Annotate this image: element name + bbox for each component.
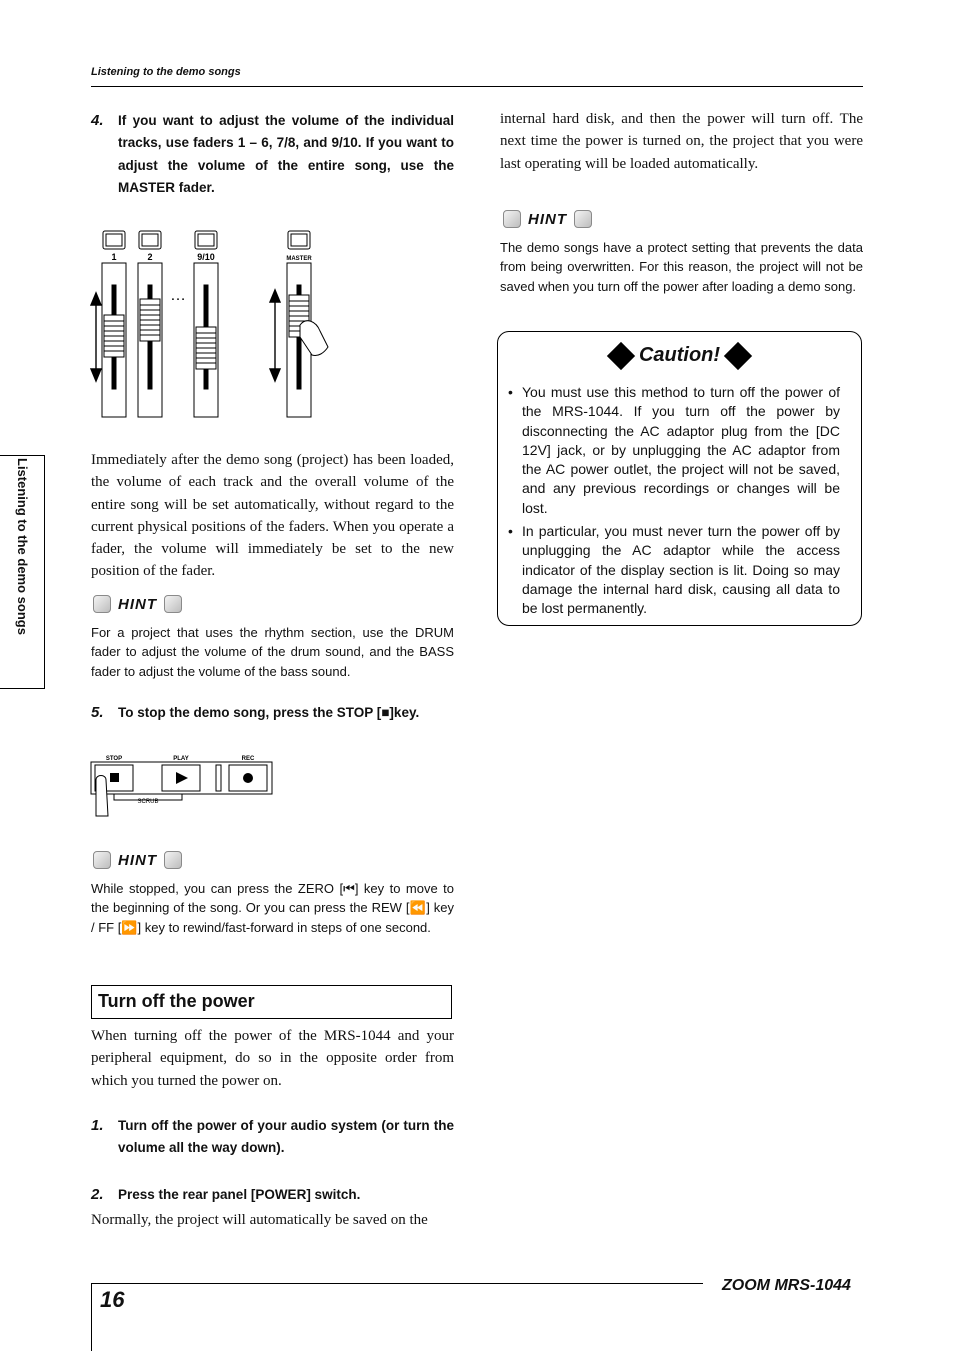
- hint-square-icon: [164, 851, 182, 869]
- caution-box: [497, 331, 862, 626]
- stop-label: STOP: [105, 756, 123, 762]
- step-1-number: 1.: [91, 1117, 104, 1134]
- step-5-text: To stop the demo song, press the STOP [■]key.: [118, 705, 420, 720]
- diamond-icon: [607, 341, 635, 369]
- hint-square-icon: [164, 595, 182, 613]
- fader-label-master: MASTER: [286, 256, 312, 262]
- caution-heading: [498, 344, 861, 367]
- transport-illustration: [88, 752, 278, 824]
- running-header: Listening to the demo songs: [91, 66, 241, 78]
- hint-square-icon: [93, 851, 111, 869]
- caution-item-1-text: You must use this method to turn off the power of the MRS-1044. If you turn off the power by disconnecting the AC adaptor plug from the [DC 12V] jack, or by unplugging the AC adaptor from the AC power outlet, the project will not be saved, and any previous recordings or changes will be lost.: [522, 384, 840, 516]
- side-tab-label: Listening to the demo songs: [15, 458, 30, 635]
- step-2-text: Press the rear panel [POWER] switch.: [118, 1187, 361, 1202]
- diamond-icon: [724, 341, 752, 369]
- header-rule: [91, 86, 863, 87]
- section-heading-box: [91, 985, 452, 1019]
- step-5-number: 5.: [91, 704, 104, 721]
- hint-1-text: For a project that uses the rhythm section, use the DRUM fader to adjust the volume of the drum sound, and the BASS fader to adjust the volume of the bass sound.: [91, 625, 454, 679]
- hint-label: HINT: [118, 851, 157, 869]
- stop-icon: [110, 773, 119, 782]
- fader-illustration: [88, 225, 348, 425]
- bullet-icon: •: [508, 384, 513, 400]
- hint-heading-3: [503, 210, 592, 228]
- footer-brand: ZOOM MRS-1044: [722, 1277, 851, 1294]
- fader-ellipsis: …: [170, 287, 186, 304]
- fader-label-9-10: 9/10: [197, 252, 215, 262]
- step-1-text: Turn off the power of your audio system (or turn the volume all the way down).: [118, 1118, 454, 1156]
- footer-rule: [91, 1283, 703, 1284]
- fader-label-1: 1: [111, 252, 117, 262]
- rec-icon: [243, 773, 253, 783]
- finger-icon: [96, 776, 108, 817]
- hint-label: HINT: [118, 595, 157, 613]
- rec-label: REC: [241, 756, 255, 762]
- page-number: 16: [100, 1287, 125, 1312]
- section-title: Turn off the power: [98, 991, 255, 1011]
- paragraph-turn-off-order: When turning off the power of the MRS-1044 and your peripheral equipment, do so in the opposite order from which you turned the power on.: [91, 1028, 454, 1089]
- paragraph-autosave-cont: internal hard disk, and then the power will turn off. The next time the power is turned on, the project that you were last operating will be loaded automatically.: [500, 111, 863, 172]
- step-2-number: 2.: [91, 1186, 104, 1203]
- step-4-number: 4.: [91, 112, 104, 129]
- hint-2-text: While stopped, you can press the ZERO [⏮] key to move to the beginning of the song. Or you can press the REW [⏪] key / FF [⏩] key to rewind/fast-forward in steps of one second.: [91, 881, 454, 935]
- hint-label: HINT: [528, 210, 567, 228]
- step-4-text: If you want to adjust the volume of the individual tracks, use faders 1 – 6, 7/8, and 9/10. If you want to adjust the volume of the entire song, use the MASTER fader.: [118, 113, 454, 195]
- paragraph-autosave: Normally, the project will automatically be saved on the: [91, 1212, 428, 1228]
- hint-3-text: The demo songs have a protect setting that prevents the data from being overwritten. For this reason, the project will not be saved when you turn off the power after loading a demo song.: [500, 240, 863, 294]
- caution-title: Caution!: [638, 344, 721, 366]
- paragraph-demo-volume: Immediately after the demo song (project) has been loaded, the volume of each track and the overall volume of the entire song will be set automatically, without regard to the current physical positions of the faders. When you operate a fader, the volume will immediately be set to the new position of the fader.: [91, 452, 454, 580]
- hint-heading-1: [93, 595, 182, 613]
- hint-heading-2: [93, 851, 182, 869]
- hint-square-icon: [93, 595, 111, 613]
- bullet-icon: •: [508, 523, 513, 539]
- footer-vertical-rule: [91, 1283, 92, 1351]
- scrub-label: SCRUB: [137, 799, 159, 805]
- side-tab: [0, 455, 45, 689]
- hint-square-icon: [503, 210, 521, 228]
- fader-label-2: 2: [147, 252, 153, 262]
- play-label: PLAY: [173, 756, 189, 762]
- hint-square-icon: [574, 210, 592, 228]
- caution-item-2-text: In particular, you must never turn the power off by unplugging the AC adaptor while the access indicator of the display section is lit. Doing so may damage the internal hard disk, causing all data to be lost permanently.: [522, 523, 840, 617]
